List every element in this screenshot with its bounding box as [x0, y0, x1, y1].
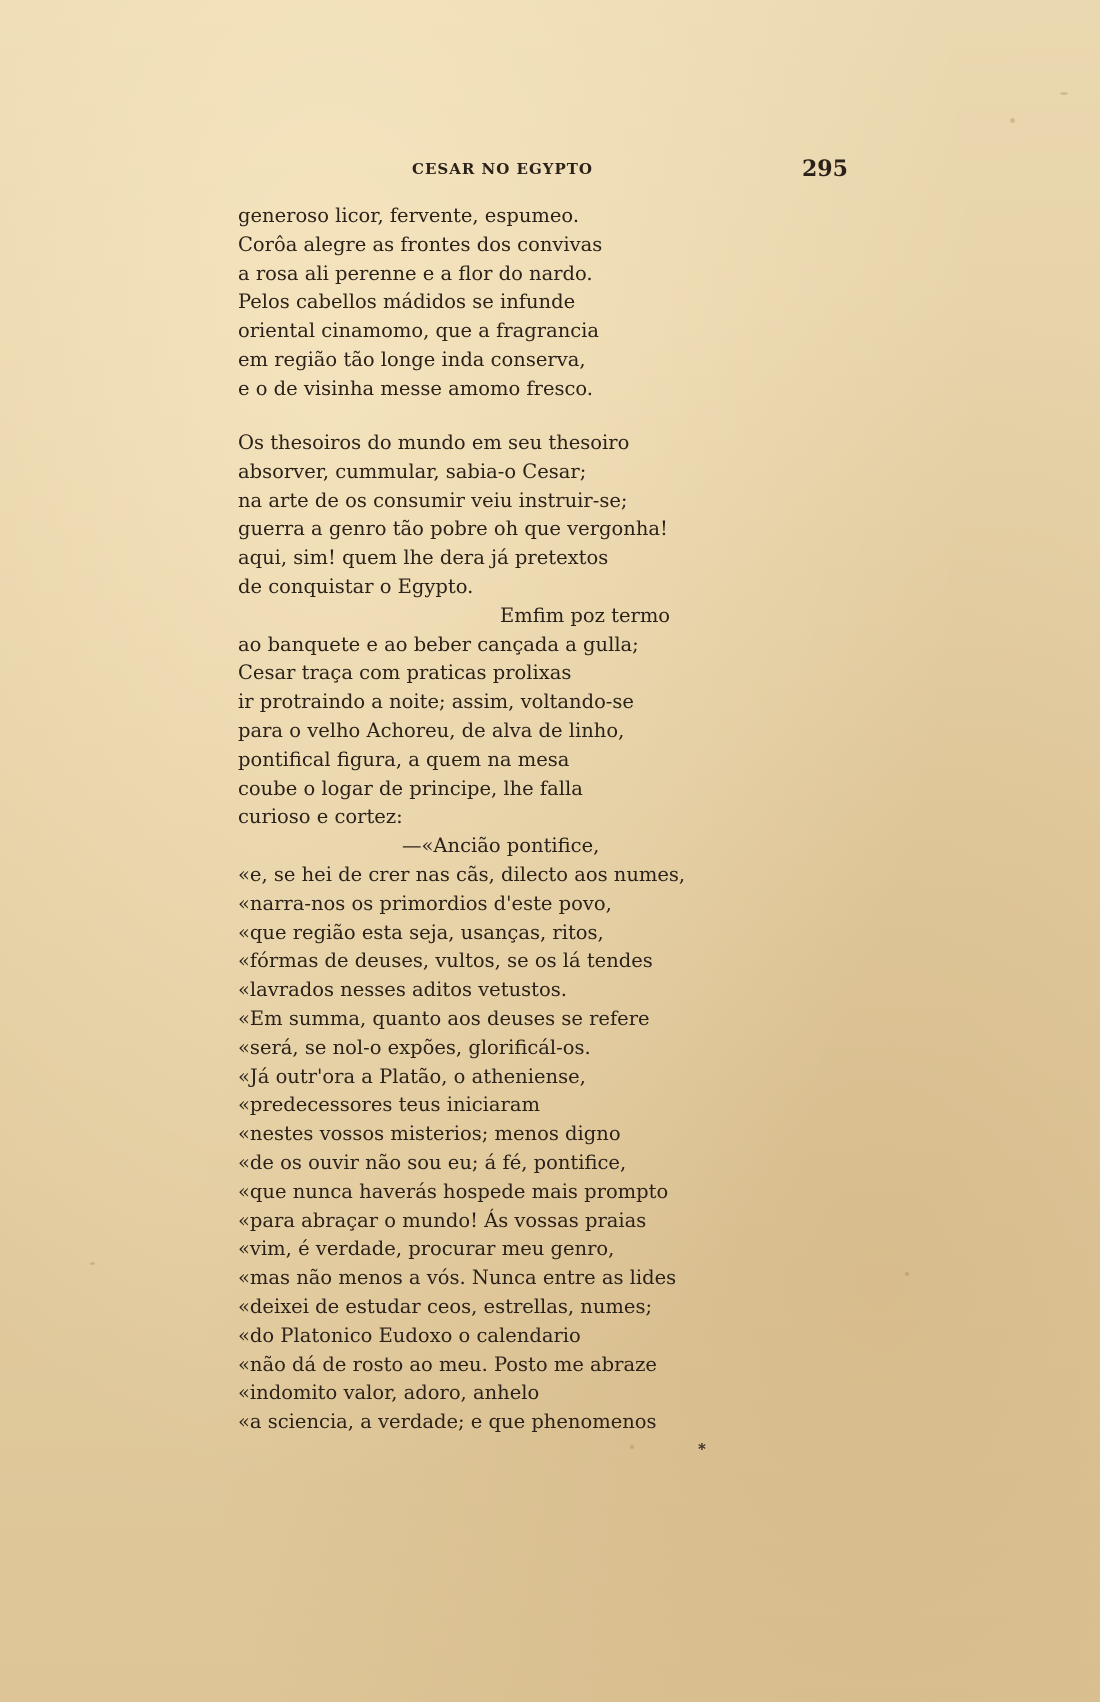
verse-line: «de os ouvir não sou eu; á fé, pontifice, [238, 1150, 627, 1174]
verse-line: Os thesoiros do mundo em seu thesoiro [238, 431, 630, 454]
verse-line: «deixei de estudar ceos, estrellas, numes; [238, 1294, 653, 1318]
verse-stanza [238, 429, 685, 1437]
paper-stain [90, 1262, 95, 1265]
verse-line: guerra a genro tão pobre oh que vergonha! [238, 517, 668, 541]
verse-line: ao banquete e ao beber cançada a gulla; [238, 632, 639, 656]
verse-line: curioso e cortez: [238, 805, 403, 829]
asterisk-mark: * [698, 1440, 706, 1458]
verse-line: «mas não menos a vós. Nunca entre as lides [238, 1266, 677, 1290]
verse-line: absorver, cummular, sabia-o Cesar; [238, 459, 587, 483]
verse-line: «do Platonico Eudoxo o calendario [238, 1323, 581, 1347]
verse-line: Corôa alegre as frontes dos convivas [238, 232, 603, 256]
verse-line: coube o logar de principe, lhe falla [238, 776, 583, 800]
verse-line: Cesar traça com praticas prolixas [238, 661, 572, 685]
verse-line: «e, se hei de crer nas cãs, dilecto aos numes, [238, 862, 686, 886]
verse-line: de conquistar o Egypto. [238, 574, 474, 598]
paper-stain [1060, 92, 1068, 95]
verse-line: «Em summa, quanto aos deuses se refere [238, 1006, 650, 1030]
verse-line: «indomito valor, adoro, anhelo [238, 1381, 540, 1405]
verse-line: generoso licor, fervente, espumeo. [238, 204, 580, 227]
verse-line: «vim, é verdade, procurar meu genro, [238, 1237, 615, 1261]
paper-stain [1010, 118, 1015, 123]
verse-line: «predecessores teus iniciaram [238, 1093, 540, 1117]
verse-line: na arte de os consumir veiu instruir-se; [238, 488, 628, 512]
verse-line: pontifical figura, a quem na mesa [238, 747, 570, 771]
verse-line: «que região esta seja, usanças, ritos, [238, 920, 604, 944]
verse-line: «fórmas de deuses, vultos, se os lá tendes [238, 949, 653, 973]
verse-line: para o velho Achoreu, de alva de linho, [238, 718, 625, 742]
verse-line: «lavrados nesses aditos vetustos. [238, 978, 567, 1002]
paper-stain [630, 1445, 634, 1449]
page-number: 295 [802, 156, 848, 182]
verse-line: «a sciencia, a verdade; e que phenomenos [238, 1410, 657, 1434]
paper-stain [905, 1272, 909, 1276]
verse-line: «narra-nos os primordios d'este povo, [238, 891, 612, 915]
verse-line: em região tão longe inda conserva, [238, 347, 586, 371]
verse-line: «será, se nol-o expões, glorificál-os. [238, 1035, 591, 1059]
verse-line: Emfim poz termo [500, 603, 671, 627]
verse-line: e o de visinha messe amomo fresco. [238, 376, 594, 400]
verse-line: «não dá de rosto ao meu. Posto me abraze [238, 1352, 657, 1376]
verse-line: a rosa ali perenne e a flor do nardo. [238, 261, 593, 285]
running-header: CESAR NO EGYPTO [412, 160, 593, 178]
verse-line: —«Ancião pontifice, [402, 834, 600, 858]
verse-line: «que nunca haverás hospede mais prompto [238, 1179, 669, 1203]
verse-line: «para abraçar o mundo! Ás vossas praias [238, 1208, 647, 1232]
verse-line: oriental cinamomo, que a fragrancia [238, 319, 600, 343]
verse-line: aqui, sim! quem lhe dera já pretextos [238, 546, 609, 570]
verse-line: «Já outr'ora a Platão, o atheniense, [238, 1064, 586, 1088]
verse-stanza [238, 202, 602, 404]
verse-line: Pelos cabellos mádidos se infunde [238, 290, 576, 314]
verse-line: ir protraindo a noite; assim, voltando-se [238, 690, 634, 714]
verse-line: «nestes vossos misterios; menos digno [238, 1122, 621, 1146]
